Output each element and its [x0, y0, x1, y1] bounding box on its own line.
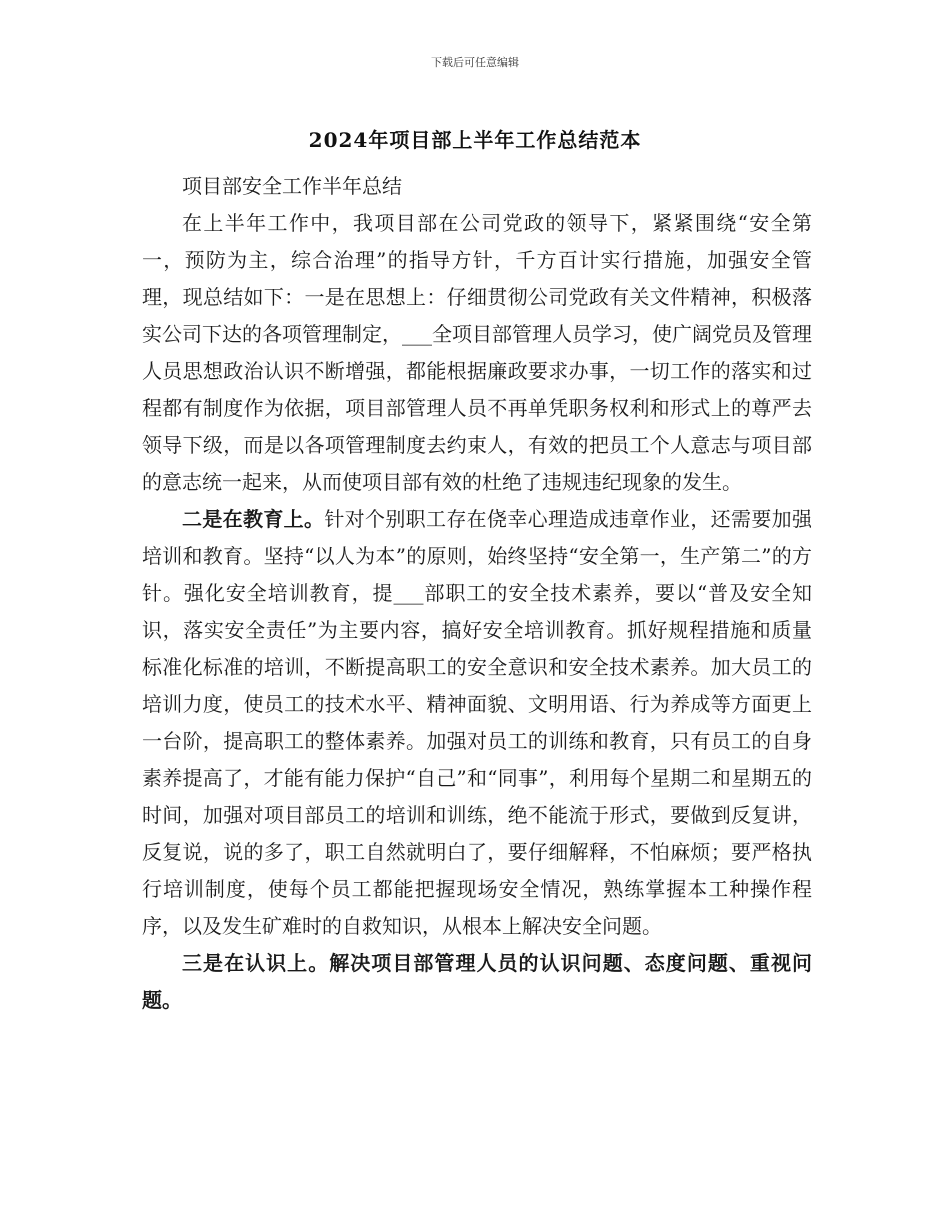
paragraph-2-lead: 二是在教育上。	[182, 507, 325, 531]
page-header: 下载后可任意编辑	[431, 56, 519, 69]
paragraph-2-text: 针对个别职工存在侥幸心理造成违章作业，还需要加强培训和教育。坚持“以人为本”的原则，始终坚持“安全第一，生产第二”的方针。强化安全培训教育，提___部职工的安全技术素养，要以“普及安全知识，落实安全责任”为主要内容，搞好安全培训教育。抓好规程措施和质量标准化标准的培训，不断提高职工的安全意识和安全技术素养。加大员工的培训力度，使员工的技术水平、精神面貌、文明用语、行为养成等方面更上一台阶，提高职工的整体素养。加强对员工的训练和教育，只有员工的自身素养提高了，才能有能力保护“自己”和“同事”，利用每个星期二和星期五的时间，加强对项目部员工的培训和训练，绝不能流于形式，要做到反复讲，反复说，说的多了，职工自然就明白了，要仔细解释，不怕麻烦；要严格执行培训制度，使每个员工都能把握现场安全情况，熟练掌握本工种操作程序，以及发生矿难时的自救知识，从根本上解决安全问题。	[142, 507, 813, 938]
paragraph-3: 三是在认识上。解决项目部管理人员的认识问题、态度问题、重视问题。	[142, 951, 812, 1012]
document-body	[142, 168, 812, 1019]
section-subtitle: 项目部安全工作半年总结	[182, 174, 402, 198]
paragraph-1: 在上半年工作中，我项目部在公司党政的领导下，紧紧围绕“安全第一，预防为主，综合治理”的指导方针，千方百计实行措施，加强安全管理，现总结如下：一是在思想上：仔细贯彻公司党政有关文件精神，积极落实公司下达的各项管理制定，___全项目部管理人员学习，使广阔党员及管理人员思想政治认识不断增强，都能根据廉政要求办事，一切工作的落实和过程都有制度作为依据，项目部管理人员不再单凭职务权利和形式上的尊严去领导下级，而是以各项管理制度去约束人，有效的把员工个人意志与项目部的意志统一起来，从而使项目部有效的杜绝了违规违纪现象的发生。	[142, 211, 812, 494]
paragraph-2	[142, 501, 812, 945]
document-title: 2024年项目部上半年工作总结范本	[308, 128, 642, 152]
